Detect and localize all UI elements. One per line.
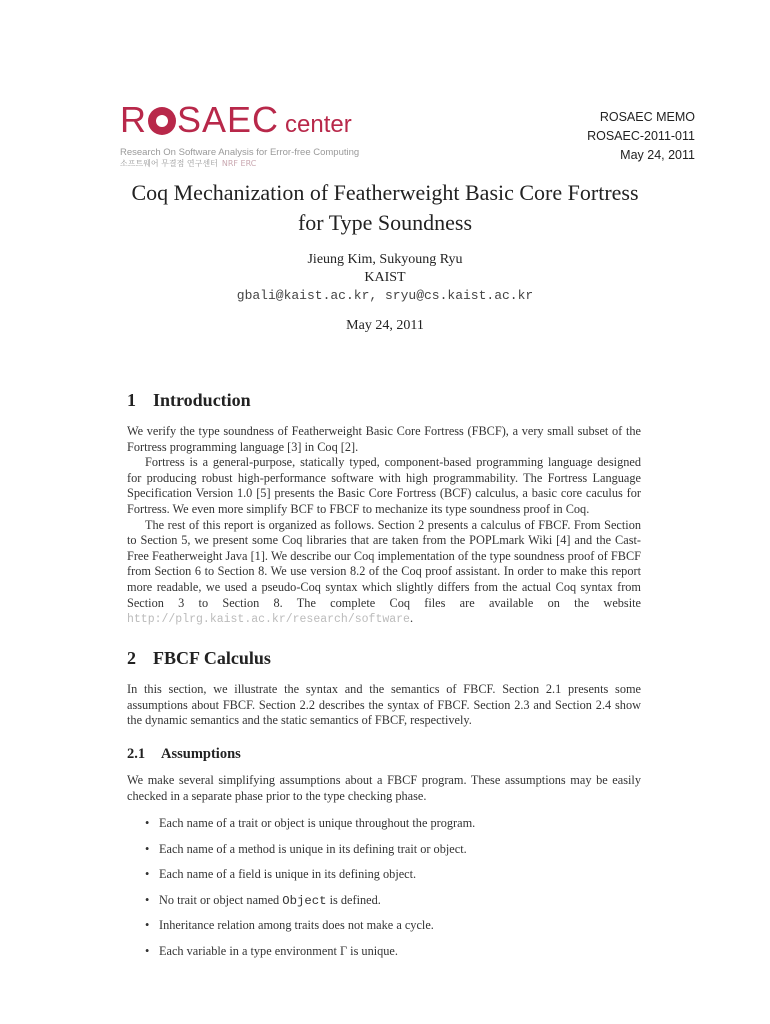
list-item: • Each name of a field is unique in its defining object. (145, 867, 645, 893)
website-link[interactable]: http://plrg.kaist.ac.kr/research/software (127, 613, 410, 627)
section-title: Introduction (153, 390, 251, 410)
assumptions-list (145, 816, 645, 970)
list-item: • Each name of a method is unique in its defining trait or object. (145, 842, 645, 868)
paragraph: Fortress is a general-purpose, statically typed, component-based programming language designed for producing robust high-performance software with high programmability. The Fortress Language Specification Version 1.0 [5] presents the Basic Core Fortress (BCF) calculus, a basic core caculus for Fortress. We even more simplify BCF to FBCF to mechanize its type soundness proof in Coq. (127, 455, 641, 516)
logo-subtitle: Research On Software Analysis for Error-free Computing (120, 147, 360, 158)
list-item-text: is defined. (326, 892, 381, 907)
author-names: Jieung Kim, Sukyoung Ryu (307, 252, 463, 267)
assumptions-body (127, 773, 641, 804)
memo-label: ROSAEC MEMO (599, 110, 695, 124)
section-number: 2 (127, 648, 136, 668)
title-line-1: Coq Mechanization of Featherweight Basic Core Fortress (131, 180, 639, 205)
calculus-body (127, 682, 641, 729)
paragraph-end: . (409, 611, 414, 626)
list-item-text: No trait or object named (159, 892, 283, 907)
section-heading-fbcf-calculus (127, 648, 271, 669)
logo-center-word: center (285, 111, 352, 138)
rosaec-logo (120, 100, 360, 169)
title-line-2: for Type Soundness (297, 210, 473, 235)
memo-date: May 24, 2011 (620, 148, 695, 162)
logo-subtitle-korean (120, 158, 360, 169)
list-item: • Each name of a trait or object is unique throughout the program. (145, 816, 645, 842)
logo-letters: SAEC (177, 99, 280, 140)
subsection-title: Assumptions (161, 746, 241, 762)
subsection-number: 2.1 (127, 746, 146, 762)
subsection-heading-assumptions (127, 746, 241, 763)
section-number: 1 (127, 390, 136, 410)
paper-title (100, 178, 670, 238)
paragraph (127, 518, 641, 628)
list-item (145, 893, 645, 919)
author-block (100, 251, 670, 287)
logo-letter-r: R (120, 99, 147, 140)
paragraph: We verify the type soundness of Featherweight Basic Core Fortress (FBCF), a very small subset of the Fortress programming language [3] in Coq [2]. (127, 424, 641, 454)
author-affiliation: KAIST (364, 270, 406, 285)
logo-nrf-mark: NRF ERC (221, 159, 257, 168)
paper-date: May 24, 2011 (346, 318, 424, 333)
logo-wordmark (120, 100, 360, 145)
code-object: Object (282, 893, 327, 908)
memo-number: ROSAEC-2011-011 (587, 129, 695, 143)
logo-korean-text: 소프트웨어 무결점 연구센터 (120, 159, 218, 168)
paragraph: In this section, we illustrate the syntax and the semantics of FBCF. Section 2.1 presents some assumptions about FBCF. Section 2.2 describes the syntax of FBCF. Section 2.3 and Section 2.4 show the dynamic semantics and the static semantics of FBCF, respectively. (127, 682, 641, 728)
gear-icon (148, 107, 176, 135)
list-item: • Each variable in a type environment Γ is unique. (145, 944, 645, 970)
introduction-body (127, 424, 641, 628)
paragraph-text: The rest of this report is organized as follows. Section 2 presents a calculus of FBCF. From Section to Section 5, we present some Coq libraries that are taken from the POPLmark Wiki [4] and the Cast-Free Featherweight Java [1]. We describe our Coq implementation of the type soundness proof of FBCF from Section 6 to Section 8. We use version 8.2 of the Coq proof assistant. In order to make this report more readable, we used a pseudo-Coq syntax which slightly differs from the actual Coq syntax from Section 3 to Section 8. The complete Coq files are available on the website (127, 517, 641, 610)
list-item: • Inheritance relation among traits does not make a cycle. (145, 918, 645, 944)
author-emails: gbali@kaist.ac.kr, sryu@cs.kaist.ac.kr (236, 288, 534, 303)
section-heading-introduction (127, 390, 251, 411)
section-title: FBCF Calculus (153, 648, 271, 668)
memo-header (587, 108, 695, 165)
paragraph: We make several simplifying assumptions about a FBCF program. These assumptions may be easily checked in a separate phase prior to the type checking phase. (127, 773, 641, 803)
